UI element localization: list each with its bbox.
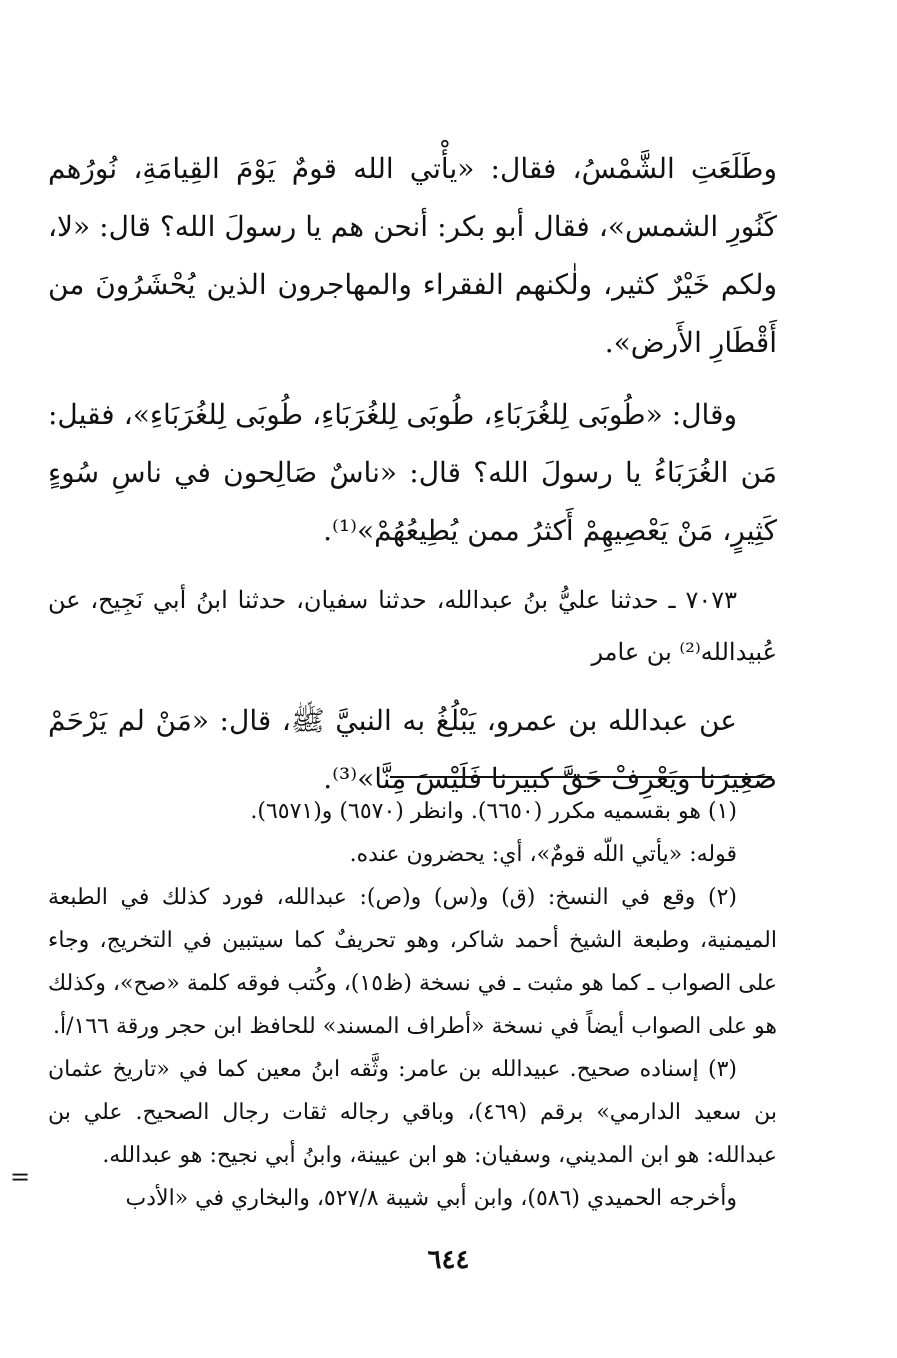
- paragraph-gap: [48, 678, 777, 692]
- hadith-text-paragraph: وقال: «طُوبَى لِلغُرَبَاءِ، طُوبَى لِلغُرَبَاءِ، طُوبَى لِلغُرَبَاءِ»، فقيل: مَن الغُرَبَاءُ يا رسولَ الله؟ قال: «ناسٌ صَالِحون في ناسِ سُوءٍ كَثِيرٍ، مَنْ يَعْصِيهِمْ أَكثرُ ممن يُطِيعُهُمْ»⁽¹⁾.: [48, 398, 777, 547]
- footnote-1-note: قوله: «يأتي اللّه قومٌ»، أي: يحضرون عنده.: [349, 842, 737, 867]
- footnote-3: (٣) إسناده صحيح. عبيدالله بن عامر: وثَّقه ابنُ معين كما في «تاريخ عثمان بن سعيد الدارمي» برقم (٤٦٩)، وباقي رجاله ثقات رجال الصحيح. علي بن عبدالله: هو ابن المديني، وسفيان: هو ابن عيينة، وابنُ أبي نجيح: هو عبدالله.: [48, 1057, 777, 1168]
- main-text-body: [48, 140, 777, 808]
- continuation-mark: =: [10, 1163, 31, 1191]
- hadith-isnad-heading: ٧٠٧٣ ـ حدثنا عليُّ بنُ عبدالله، حدثنا سفيان، حدثنا ابنُ أبي نَجِيح، عن عُبيدالله⁽²⁾ بن عامر: [48, 586, 777, 666]
- page-number: ٦٤٤: [427, 1245, 470, 1275]
- paragraph-gap: [48, 372, 777, 386]
- paragraph-gap: [48, 560, 777, 574]
- footnote-3-continuation: وأخرجه الحميدي (٥٨٦)، وابن أبي شيبة ٥٢٧/٨، والبخاري في «الأدب: [125, 1186, 737, 1211]
- footnote-separator: [390, 776, 772, 778]
- hadith-text-paragraph: وطَلَعَتِ الشَّمْسُ، فقال: «يأْتي الله قومٌ يَوْمَ القِيامَةِ، نُورُهم كَنُورِ الشمس»، فقال أبو بكر: أنحن هم يا رسولَ الله؟ قال: «لا، ولكم خَيْرٌ كثير، ولٰكنهم الفقراء والمهاجرون الذين يُحْشَرُونَ من أَقْطَارِ الأَرض».: [48, 152, 777, 359]
- footnote-2: (٢) وقع في النسخ: (ق) و(س) و(ص): عبدالله، فورد كذلك في الطبعة الميمنية، وطبعة الشيخ أحمد شاكر، وهو تحريفٌ كما سيتبين في التخريج، وجاء على الصواب ـ كما هو مثبت ـ في نسخة (ظ١٥)، وكُتب فوقه كلمة «صح»، وكذلك هو على الصواب أيضاً في نسخة «أطراف المسند» للحافظ ابن حجر ورقة ١٦٦/أ.: [48, 885, 777, 1039]
- footnotes-section: [48, 790, 777, 1220]
- hadith-text-paragraph: عن عبدالله بن عمرو، يَبْلُغُ به النبيَّ ﷺ، قال: «مَنْ لم يَرْحَمْ صَغِيرَنا ويَعْرِفْ حَقَّ كبيرنا فَلَيْسَ مِنَّا»⁽³⁾.: [48, 704, 777, 795]
- footnote-1: (١) هو بقسميه مكرر (٦٦٥٠). وانظر (٦٥٧٠) و(٦٥٧١).: [250, 799, 737, 824]
